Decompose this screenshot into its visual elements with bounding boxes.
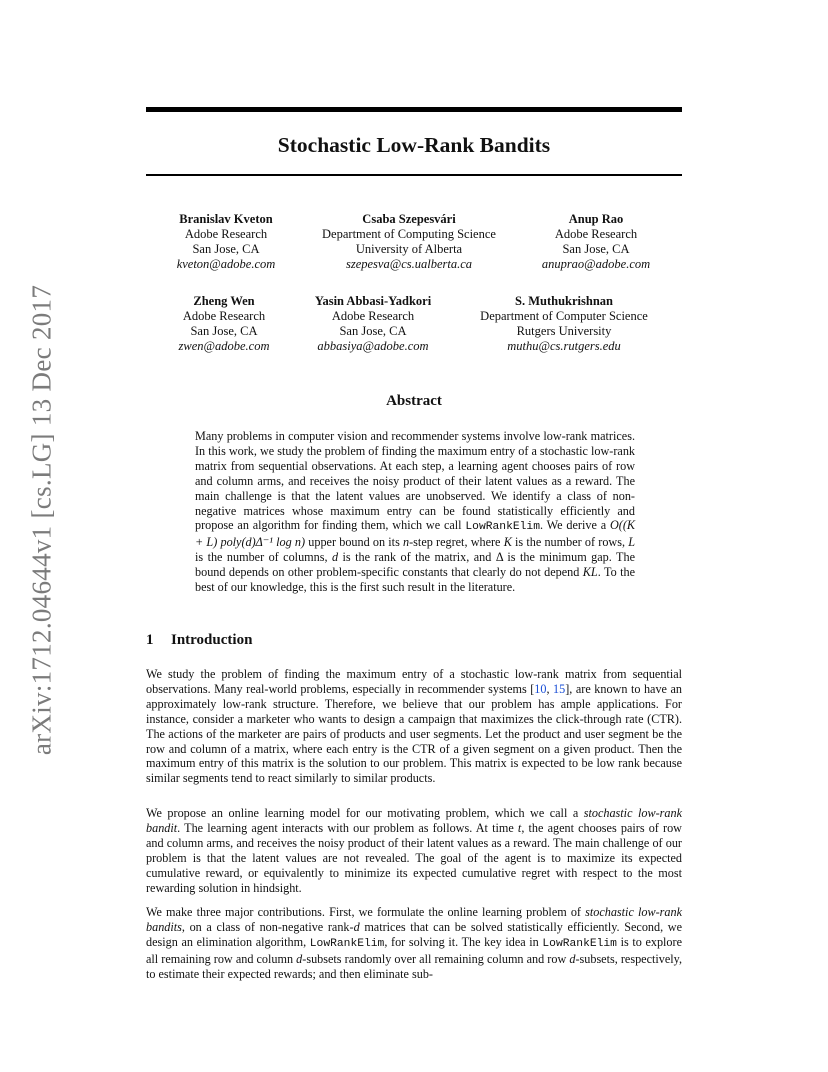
emphasis-term: stochastic low-rank bandits — [146, 905, 682, 934]
abstract-text: Many problems in computer vision and recommender systems involve low-rank matrices. In this work, we study the problem of finding the maximum entry of a stochastic low-rank matrix from sequential observations. At each step, a learning agent chooses pairs of row and column arms, and receives the noisy product of their latent values as a reward. The main challenge is that the latent values are unobserved. We identify a class of non-negative matrices whose maximum entry can be found statistically efficiently and propose an algorithm for finding them, which we call — [195, 429, 636, 533]
author-email: szepesva@cs.ualberta.ca — [345, 257, 473, 271]
paragraph-text: matrices that can be solved statistically efficiently. Second, we design an elimination algorithm, — [146, 919, 682, 949]
regret-bound: O((K + L) poly(d)Δ⁻¹ log n) — [195, 518, 636, 550]
abstract-text: is the number of columns, — [195, 550, 332, 565]
author-location: University of Alberta — [355, 242, 463, 256]
paragraph-text: , — [546, 681, 554, 696]
author-block — [156, 212, 296, 272]
author-name: Zheng Wen — [193, 294, 255, 308]
author-location: San Jose, CA — [562, 242, 630, 256]
section-heading — [146, 632, 252, 649]
algorithm-name: LowRankElim — [542, 937, 617, 950]
abstract-text: . We derive a — [539, 518, 610, 533]
author-affiliation: Adobe Research — [184, 227, 268, 241]
math-symbol: d — [296, 951, 303, 966]
author-affiliation: Department of Computing Science — [322, 227, 496, 241]
citation-link[interactable]: 10 — [534, 681, 547, 696]
paper-title: Stochastic Low-Rank Bandits — [277, 133, 551, 157]
paragraph-text: We study the problem of finding the maximum entry of a stochastic low-rank matrix from sequential observations. Many real-world problems, especially in recommender systems [ — [146, 667, 682, 696]
author-affiliation: Adobe Research — [331, 309, 415, 323]
math-symbol: KL — [582, 565, 598, 580]
author-name: Csaba Szepesvári — [362, 212, 456, 226]
abstract-body — [195, 429, 635, 595]
author-location: San Jose, CA — [192, 242, 260, 256]
math-symbol: K — [503, 535, 512, 550]
author-block — [464, 294, 664, 354]
math-symbol: L — [628, 535, 635, 550]
author-block — [526, 212, 666, 272]
math-symbol: d — [569, 951, 576, 966]
abstract-paragraph — [195, 429, 635, 595]
section-number: 1 — [146, 632, 154, 648]
paragraph-text: , the agent chooses pairs of row and column arms, and receives the noisy product of their latent values as a reward. The main challenge of our problem is that the latent values are not revealed. The goal of the agent is to maximize its expected cumulative reward, or equivalently to minimize its expected cumulative regret with respect to the most rewarding solution in hindsight. — [146, 820, 682, 895]
citation-link[interactable]: 15 — [553, 681, 566, 696]
paragraph-text: We propose an online learning model for our motivating problem, which we call a — [146, 806, 584, 820]
algorithm-name: LowRankElim — [465, 521, 540, 534]
author-affiliation: Adobe Research — [554, 227, 638, 241]
author-email: anuprao@adobe.com — [541, 257, 651, 271]
abstract-text: is the rank of the matrix, and Δ is the minimum gap. The bound depends on other problem-specific constants that clearly do not depend — [195, 550, 635, 580]
arxiv-stamp-text: arXiv:1712.04644v1 [cs.LG] 13 Dec 2017 — [26, 284, 57, 756]
paragraph-text: We make three major contributions. First, we formulate the online learning problem of — [146, 905, 586, 919]
author-email: kveton@adobe.com — [176, 257, 276, 271]
author-email: zwen@adobe.com — [178, 339, 270, 353]
abstract-heading: Abstract — [386, 393, 442, 409]
author-block — [304, 212, 514, 272]
math-symbol: t — [517, 820, 522, 835]
abstract-text: upper bound on its — [305, 535, 404, 550]
author-block — [154, 294, 294, 354]
abstract-text: is the number of rows, — [511, 535, 629, 550]
author-block — [298, 294, 448, 354]
author-name: Yasin Abbasi-Yadkori — [314, 294, 432, 308]
intro-paragraph-1 — [146, 667, 682, 786]
paragraph-text: ], are known to have an approximately low-rank structure. Therefore, we believe that our problem has ample applications. For instance, consider a marketer who wants to design a campaign that maximizes the click-through rate (CTR). The actions of the marketer are pairs of products and user segments. Let the product and user segment be the row and column of a matrix, where each entry is the CTR of a given segment on a given product. Then the maximum entry of this matrix is the solution to our problem. This matrix is expected to be low rank because similar segments tend to react similarly to similar products. — [146, 681, 682, 786]
author-name: Anup Rao — [568, 212, 624, 226]
author-location: Rutgers University — [516, 324, 612, 338]
abstract-text: -step regret, where — [409, 535, 504, 550]
author-affiliation: Adobe Research — [182, 309, 266, 323]
abstract-text: . To the best of our knowledge, this is the first such result in the literature. — [195, 565, 636, 595]
paragraph-text: is to explore all remaining row and column — [146, 934, 682, 966]
emphasis-term: stochastic low-rank bandit — [146, 806, 682, 835]
author-location: San Jose, CA — [339, 324, 407, 338]
math-symbol: d — [353, 919, 360, 934]
author-affiliation: Department of Computer Science — [480, 309, 648, 323]
author-email: abbasiya@adobe.com — [317, 339, 429, 353]
math-symbol: n — [403, 535, 410, 550]
paragraph-text: . The learning agent interacts with our problem as follows. At time — [177, 820, 518, 835]
intro-paragraph-2 — [146, 806, 682, 895]
paragraph-text: -subsets, respectively, to estimate their expected rewards; and then eliminate sub- — [146, 951, 682, 981]
author-location: San Jose, CA — [190, 324, 258, 338]
title-rule-top — [146, 107, 682, 112]
intro-paragraph-3 — [146, 905, 682, 982]
author-name: Branislav Kveton — [179, 212, 273, 226]
algorithm-name: LowRankElim — [309, 937, 385, 950]
paragraph-text: , for solving it. The key idea in — [384, 934, 543, 949]
title-rule-bottom — [146, 174, 682, 176]
paragraph-text: , on a class of non-negative rank- — [181, 919, 354, 934]
author-email: muthu@cs.rutgers.edu — [507, 339, 621, 353]
math-symbol: d — [331, 550, 339, 565]
paragraph-text: -subsets randomly over all remaining column and row — [302, 951, 570, 966]
author-name: S. Muthukrishnan — [515, 294, 613, 308]
section-title: Introduction — [171, 632, 253, 648]
